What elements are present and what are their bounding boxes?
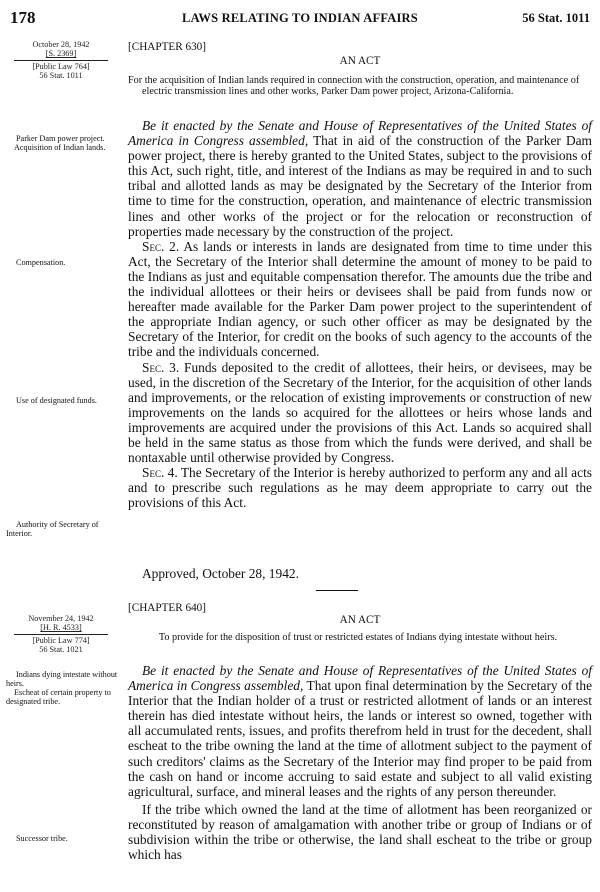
act1-body (128, 118, 592, 510)
act1-section-3-text: Funds deposited to the credit of allottees, their heirs, or devisees, may be used, in the discretion of the Secretary of the Interior, for the acquisition of other lands and improvements, or the relocation of existing improvements or construction of new improvements on the lands so acquired for the allottees or heirs whose lands and improvements are acquired under the provisions of this Act. Lands so acquired shall be held in the same status as those from which the funds were derived, and shall be nontaxable until otherwise provided by Congress. (128, 359, 592, 466)
statute-reference: 56 Stat. 1011 (522, 11, 590, 25)
act1-section-4-label: Sec. 4. (142, 465, 178, 481)
act1-citation-block (6, 40, 116, 80)
act1-section-3 (128, 360, 592, 466)
act2-bill-number: [H. R. 4533] (40, 623, 82, 632)
act-divider (316, 590, 358, 591)
act2-heading: AN ACT (339, 614, 381, 626)
act1-date: October 28, 1942 (32, 40, 90, 49)
act1-heading: AN ACT (339, 55, 381, 67)
act1-chapter: [CHAPTER 630] (128, 41, 207, 53)
act1-stat: 56 Stat. 1011 (39, 71, 83, 80)
act1-section-1 (128, 118, 592, 239)
margin-note-acquisition: Acquisition of Indian lands. (14, 143, 106, 152)
margin-note-authority: Authority of Secretary of Interior. (6, 520, 99, 538)
running-header (10, 8, 590, 30)
act1-section-3-label: Sec. 3. (142, 359, 180, 375)
act1-public-law: [Public Law 764] (32, 62, 90, 71)
act1-enacting-clause: Be it enacted by the Senate and House of Representatives of the United States of America in Congress assembled, (128, 118, 592, 149)
act1-bill-number: [S. 2369] (45, 49, 77, 58)
act2-citation-block (6, 614, 116, 654)
act1-section-4 (128, 465, 592, 510)
act2-section-1 (128, 663, 592, 799)
act1-citation-rule (14, 60, 108, 61)
act2-chapter: [CHAPTER 640] (128, 602, 207, 614)
act2-date: November 24, 1942 (28, 614, 94, 623)
margin-note-parker-dam (6, 134, 118, 152)
margin-note-compensation: Compensation. (16, 258, 66, 267)
act1-section-4-text: The Secretary of the Interior is hereby authorized to perform any and all acts and to prescribe such regulations as he may deem appropriate to carry out the provisions of this Act. (128, 465, 593, 511)
act2-purpose: To provide for the disposition of trust or restricted estates of Indians dying intestate without heirs. (158, 632, 558, 643)
act1-approved: Approved, October 28, 1942. (142, 566, 299, 581)
margin-note-successor-tribe: Successor tribe. (16, 834, 68, 843)
act1-section-2-label: Sec. 2. (142, 238, 180, 254)
running-title: LAWS RELATING TO INDIAN AFFAIRS (182, 11, 418, 25)
page-number: 178 (10, 8, 36, 27)
act1-section-1-text: That in aid of the construction of the Parker Dam power project, there is hereby granted to the United States, subject to the provisions of this Act, such right, title, and interest of the Indians as may be required in and to such tribal and allotted lands as may be designated by the Secretary of the Interior from time to time for the construction, operation, and maintenance of electric transmission lines and other works of the project or for the relocation or reconstruction of properties made necessary by the construction of the project. (128, 133, 592, 239)
margin-note-indians-dying-text: Indians dying intestate without heirs. (6, 670, 118, 688)
act2-enacting-clause: Be it enacted by the Senate and House of Representatives of the United States of America in Congress assembled, (128, 663, 592, 694)
margin-note-use-of-funds: Use of designated funds. (16, 396, 97, 405)
act1-purpose: For the acquisition of Indian lands required in connection with the construction, operation, and maintenance of electric transmission lines and other works, Parker Dam power project, Arizona-California. (128, 75, 580, 97)
act2-stat: 56 Stat. 1021 (39, 645, 83, 654)
act2-public-law: [Public Law 774] (32, 636, 90, 645)
margin-note-parker-dam-text: Parker Dam power project. (16, 134, 105, 143)
act2-citation-rule (14, 634, 108, 635)
margin-note-escheat: Escheat of certain property to designated tribe. (6, 688, 111, 706)
act1-section-2-text: As lands or interests in lands are designated from time to time under this Act, the Secretary of the Interior shall determine the amount of money to be paid to the Indians as just and equitable compensation therefor. The amounts due the tribe and the individual allottees or their heirs or devisees shall be paid from funds now or hereafter made available for the Parker Dam power project to the superintendent of the appropriate Indian agency, or such other officer as may be designated by the Secretary of the Interior, for credit on the books of such agency to the accounts of the tribe and the individuals concerned. (128, 238, 593, 360)
act2-body (128, 663, 592, 862)
act1-section-2 (128, 239, 592, 360)
margin-note-indians-dying (6, 670, 118, 706)
act2-paragraph-2: If the tribe which owned the land at the time of allotment has been reorganized or reconstituted by reason of amalgamation with another tribe or group of Indians or of subdivision within the tribe or otherwise, the land shall escheat to the tribe or group which has (128, 801, 592, 863)
act2-section-1-text: That upon final determination by the Secretary of the Interior that the Indian holder of a trust or restricted allotment of lands or an interest therein has died intestate without heirs, the lands or interest so owned, together with all accumulated rents, issues, and profits therefrom held in trust for the decedent, shall escheat to the tribe owning the land at the time of allotment subject to the payment of such creditors' claims as the Secretary of the Interior may find proper to be paid from the cash on hand or income accruing to said estate and subject to all valid existing agricultural, surface, and mineral leases and the rights of any person thereunder. (128, 678, 593, 799)
